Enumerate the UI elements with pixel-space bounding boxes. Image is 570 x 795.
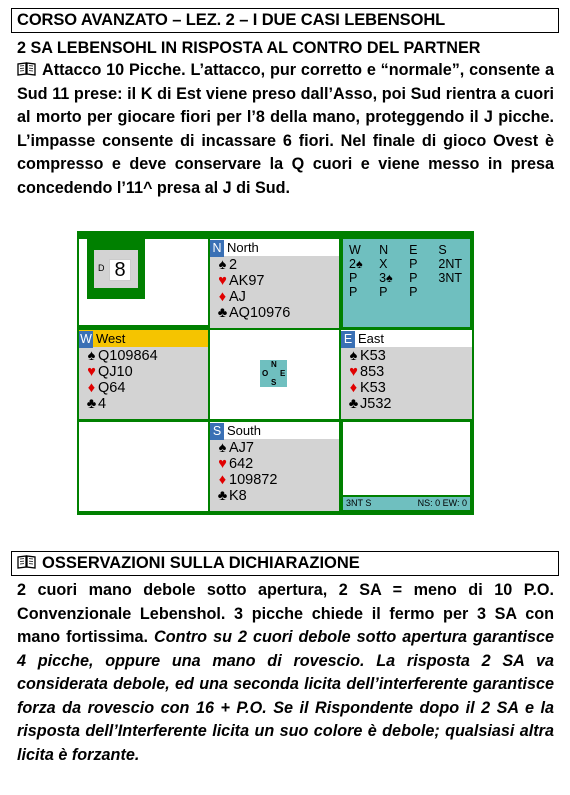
page-title (11, 8, 559, 33)
bid-cell: X (379, 257, 388, 271)
bid-cell: 3♠ (379, 271, 393, 285)
club-icon: ♣ (217, 488, 228, 504)
south-hearts: 642 (229, 456, 254, 472)
compass (260, 360, 287, 387)
bidding-row (349, 271, 470, 285)
bid-cell (438, 285, 470, 299)
spade-icon: ♠ (218, 257, 227, 273)
heart-icon: ♥ (87, 364, 96, 380)
bid-cell: P (409, 271, 418, 285)
bid-header: S (438, 243, 447, 257)
south-diamonds: 109872 (229, 472, 278, 488)
north-seat-letter: N (210, 240, 224, 257)
east-clubs: J532 (360, 396, 392, 412)
commentary-paragraph (17, 59, 554, 200)
bid-cell: P (409, 257, 418, 271)
east-hand (347, 348, 391, 412)
compass-s: S (271, 378, 277, 387)
west-hand-cell (79, 330, 208, 419)
bidding-header-row (349, 243, 470, 257)
bid-header: W (349, 243, 361, 257)
west-spades: Q109864 (98, 348, 158, 364)
contract-label: 3NT S (346, 498, 372, 508)
bid-cell: P (349, 271, 358, 285)
bidding-row (349, 257, 470, 271)
observations-title: OSSERVAZIONI SULLA DICHIARAZIONE (42, 554, 360, 572)
observations-text: 2 cuori mano debole sotto apertura, 2 SA = meno di 10 P.O. Convenzionale Lebenshol. 3 picche chiede il fermo per 3 SA con mano fortissima. (17, 581, 554, 646)
score-label: NS: 0 EW: 0 (417, 498, 467, 508)
north-hand (216, 257, 290, 321)
dealer-box (94, 250, 138, 288)
north-header (210, 239, 339, 256)
compass-n: N (271, 360, 277, 369)
south-hand-cell (210, 422, 339, 511)
east-hand-cell (341, 330, 472, 419)
bidding-box (343, 239, 470, 327)
heart-icon: ♥ (349, 364, 358, 380)
north-diamonds: AJ (229, 289, 246, 305)
bid-cell: P (349, 285, 358, 299)
spade-icon: ♠ (87, 348, 96, 364)
empty-cell (79, 422, 208, 511)
bid-cell: P (379, 285, 388, 299)
club-icon: ♣ (348, 396, 359, 412)
west-clubs: 4 (98, 396, 107, 412)
south-name: South (227, 423, 261, 438)
south-header (210, 422, 339, 439)
result-bar (343, 497, 470, 510)
bid-cell: P (409, 285, 418, 299)
west-name: West (96, 331, 126, 346)
spade-icon: ♠ (349, 348, 358, 364)
east-seat-letter: E (341, 331, 355, 348)
diamond-icon: ♦ (349, 380, 358, 396)
book-icon (17, 555, 36, 569)
east-spades: K53 (360, 348, 386, 364)
book-icon (17, 62, 36, 76)
east-header (341, 330, 472, 347)
bidding-table (349, 243, 470, 299)
commentary-text: Attacco 10 Picche. L’attacco, pur corretto e “normale”, consente a Sud 11 prese: il K di Est viene preso dall’Asso, poi Sud rientra a cuori al morto per giocare fiori per l’8 della mano, proteggendo il J picche. L’impasse consente di incassare 6 fiori. Nel finale di gioco Ovest è compresso e deve conservare la Q cuori e viene messo in presa concedendo l’11^ presa al J di Sud. (17, 61, 554, 197)
bid-cell: 2NT (438, 257, 463, 271)
west-header (79, 330, 208, 347)
observations-header (11, 551, 559, 576)
bid-cell: 2♠ (349, 257, 363, 271)
compass-e: E (280, 369, 286, 378)
subtitle: 2 SA LEBENSOHL IN RISPOSTA AL CONTRO DEL PARTNER (17, 39, 481, 57)
board-number: 8 (109, 259, 131, 281)
diamond-icon: ♦ (218, 472, 227, 488)
east-diamonds: K53 (360, 380, 386, 396)
bidding-row (349, 285, 470, 299)
heart-icon: ♥ (218, 273, 227, 289)
east-hearts: 853 (360, 364, 385, 380)
west-seat-letter: W (80, 332, 92, 346)
bridge-board (77, 231, 474, 515)
diamond-icon: ♦ (87, 380, 96, 396)
north-hearts: AK97 (229, 273, 265, 289)
north-spades: 2 (229, 257, 238, 273)
west-hand (85, 348, 158, 412)
page-title-text: CORSO AVANZATO – LEZ. 2 – I DUE CASI LEBENSOHL (17, 11, 446, 29)
heart-icon: ♥ (218, 456, 227, 472)
observations-paragraph (17, 579, 554, 767)
bid-cell: 3NT (438, 271, 463, 285)
table-center (210, 330, 339, 419)
club-icon: ♣ (217, 305, 228, 321)
bid-header: E (409, 243, 418, 257)
east-name: East (358, 331, 385, 346)
spade-icon: ♠ (218, 440, 227, 456)
south-hand (216, 440, 277, 504)
south-seat-letter: S (210, 423, 224, 440)
south-spades: AJ7 (229, 440, 254, 456)
north-hand-cell (210, 239, 339, 328)
club-icon: ♣ (86, 396, 97, 412)
north-name: North (227, 240, 259, 255)
observations-italic-text: Contro su 2 cuori debole sotto apertura garantisce 4 picche, oppure una mano di rovescio. La risposta 2 SA va considerata debole, ed una seconda licita dell’interferente garantisce forza da rovescio con 16 + P.O. Se il Rispondente dopo il 2 SA e la risposta dell’Interferente licita un suo colore è debole; qualsiasi altra licita è forzante. (17, 628, 554, 764)
dealer-label: D (98, 263, 105, 273)
west-hearts: QJ10 (98, 364, 133, 380)
result-cell (343, 422, 470, 495)
bid-header: N (379, 243, 389, 257)
compass-o: O (262, 369, 269, 378)
diamond-icon: ♦ (218, 289, 227, 305)
south-clubs: K8 (229, 488, 247, 504)
north-clubs: AQ10976 (229, 305, 291, 321)
west-diamonds: Q64 (98, 380, 126, 396)
